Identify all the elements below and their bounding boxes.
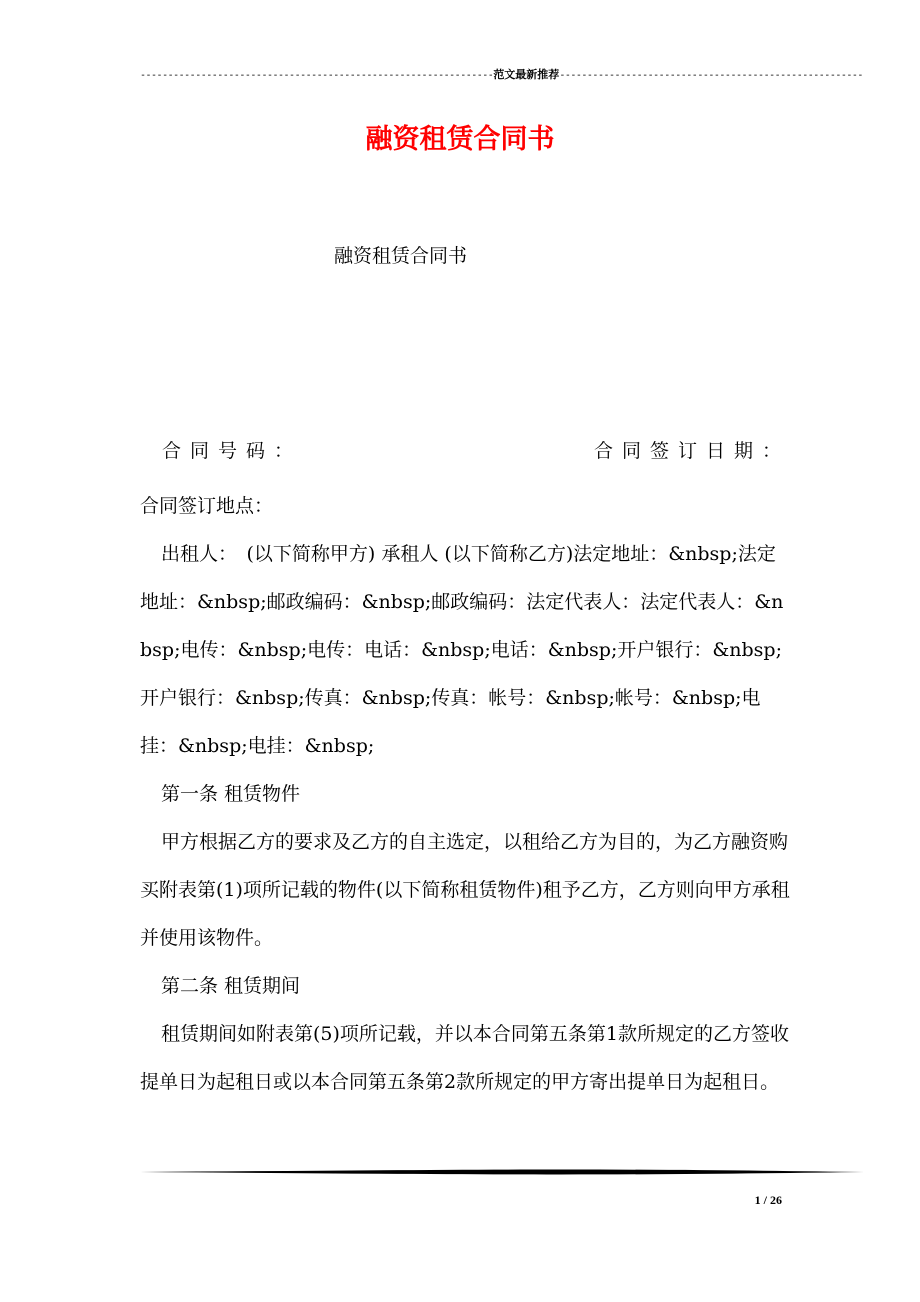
- footer-rule: [140, 1164, 864, 1180]
- contract-number-label: 合同号码：: [162, 440, 303, 462]
- document-subtitle: 融资租赁合同书: [334, 245, 468, 267]
- header-dashes-right: -------------------------------------------------------: [559, 70, 863, 81]
- article-2-title: 第二条 租赁期间: [161, 975, 301, 997]
- document-title: 融资租赁合同书: [365, 124, 555, 155]
- document-body: [140, 482, 790, 1106]
- header-tag: 范文最新推荐: [493, 68, 560, 81]
- article-2-body: 租赁期间如附表第(5)项所记载，并以本合同第五条第1款所规定的乙方签收提单日为起租日或以本合同第五条第2款所规定的甲方寄出提单日为起租日。: [140, 1023, 790, 1093]
- sign-date-label: 合同签订日期：: [594, 440, 791, 462]
- page-number: 1 / 26: [754, 1193, 782, 1207]
- page-header: [140, 68, 863, 83]
- parties-paragraph: 出租人： (以下简称甲方) 承租人 (以下简称乙方)法定地址：&nbsp;法定地址：&nbsp;邮政编码：&nbsp;邮政编码：法定代表人：法定代表人：&nbsp;电传：&nbsp;电传：电话：&nbsp;电话：&nbsp;开户银行：&nbsp;开户银行：&nbsp;传真：&nbsp;传真：帐号：&nbsp;帐号：&nbsp;电挂：&nbsp;电挂：&nbsp;: [140, 543, 784, 757]
- header-dashes-left: ----------------------------------------------------------------: [140, 70, 494, 81]
- article-1-title: 第一条 租赁物件: [161, 783, 301, 805]
- sign-place-label: 合同签订地点：: [140, 495, 274, 517]
- article-1-body: 甲方根据乙方的要求及乙方的自主选定，以租给乙方为目的，为乙方融资购买附表第(1)项所记载的物件(以下简称租赁物件)租予乙方，乙方则向甲方承租并使用该物件。: [140, 831, 790, 949]
